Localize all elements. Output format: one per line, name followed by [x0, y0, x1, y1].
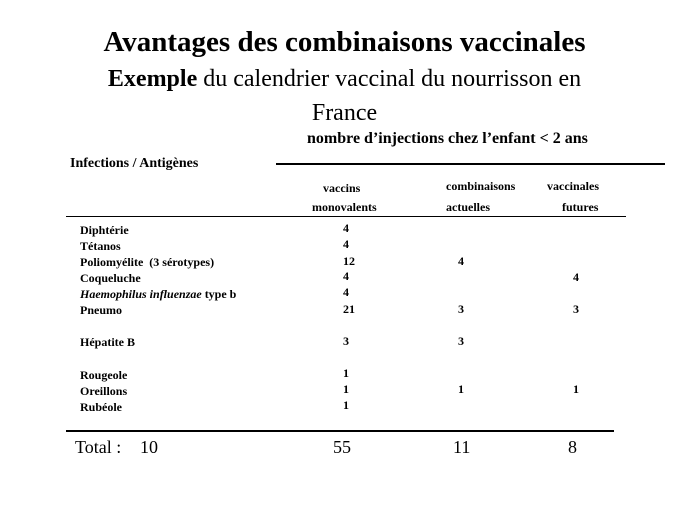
total-rule — [66, 430, 614, 432]
col-monovalent-line2: monovalents — [312, 200, 377, 214]
futures-oreillons: 1 — [573, 382, 579, 396]
actuelles-pneumo: 3 — [458, 302, 464, 316]
mono-coqueluche: 4 — [343, 269, 349, 283]
slide-title: Avantages des combinaisons vaccinales — [103, 26, 586, 58]
mono-pneumo: 21 — [343, 302, 355, 316]
mono-oreillons: 1 — [343, 382, 349, 396]
subtitle-line2: France — [311, 100, 378, 126]
row-label-poliomyelite: Poliomyélite (3 sérotypes) — [80, 255, 215, 269]
haemophilus-italic: Haemophilus influenzae — [80, 287, 202, 301]
row-label-diphterie: Diphtérie — [80, 223, 129, 237]
slide-subtitle — [0, 62, 689, 130]
col-combo-line1: combinaisons — [446, 179, 516, 193]
row-label-rougeole: Rougeole — [80, 368, 128, 382]
total-count: 10 — [140, 437, 158, 457]
subheader-rule — [66, 216, 626, 217]
col-vacc-line2: futures — [562, 200, 599, 214]
mono-rubeole: 1 — [343, 398, 349, 412]
row-label-rubeole: Rubéole — [80, 400, 122, 414]
mono-tetanos: 4 — [343, 237, 349, 251]
mono-diphterie: 4 — [343, 221, 349, 235]
total-actuelles: 11 — [453, 437, 471, 457]
total-mono: 55 — [333, 437, 351, 457]
mono-poliomyelite: 12 — [343, 254, 355, 268]
subtitle-rest: du calendrier vaccinal du nourrisson en — [197, 66, 582, 92]
total-label: Total : — [75, 437, 122, 457]
col-monovalent-line1: vaccins — [323, 181, 361, 195]
mono-rougeole: 1 — [343, 366, 349, 380]
subtitle-bold: Exemple — [107, 66, 198, 92]
mono-hepatite-b: 3 — [343, 334, 349, 348]
actuelles-hepatite-b: 3 — [458, 334, 464, 348]
row-label-tetanos: Tétanos — [80, 239, 121, 253]
col-combo-line2: actuelles — [446, 200, 490, 214]
haemophilus-suffix: type b — [201, 287, 237, 301]
futures-pneumo: 3 — [573, 302, 579, 316]
total-futures: 8 — [568, 437, 577, 457]
group-header: nombre d’injections chez l’enfant < 2 ans — [307, 130, 588, 147]
row-label-pneumo: Pneumo — [80, 303, 122, 317]
row-label-haemophilus — [80, 287, 236, 302]
row-label-coqueluche: Coqueluche — [80, 271, 141, 285]
header-rule — [276, 163, 665, 165]
futures-coqueluche: 4 — [573, 270, 579, 284]
actuelles-poliomyelite: 4 — [458, 254, 464, 268]
mono-haemophilus: 4 — [343, 285, 349, 299]
row-label-oreillons: Oreillons — [80, 384, 128, 398]
actuelles-oreillons: 1 — [458, 382, 464, 396]
col-vacc-line1: vaccinales — [547, 179, 599, 193]
row-header: Infections / Antigènes — [70, 156, 199, 171]
row-label-hepatite-b: Hépatite B — [80, 335, 135, 349]
